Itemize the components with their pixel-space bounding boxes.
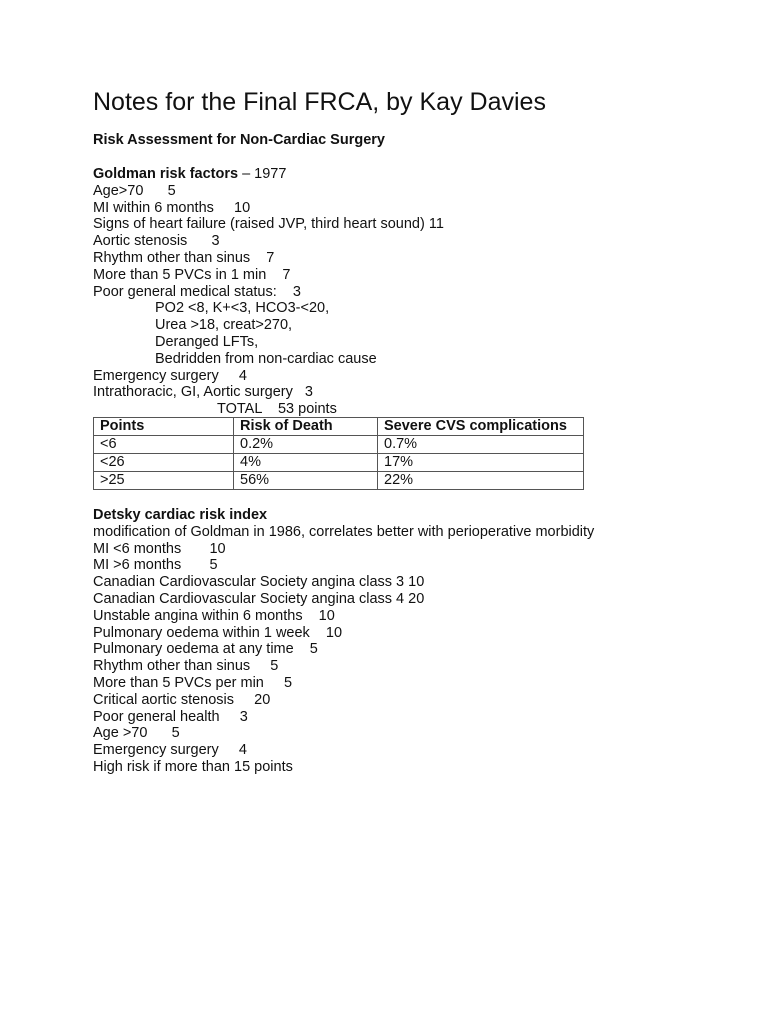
table-cell: 0.2%: [234, 436, 378, 454]
risk-table-header: Severe CVS complications: [378, 418, 584, 436]
list-item: More than 5 PVCs in 1 min 7: [93, 266, 291, 283]
list-item: Intrathoracic, GI, Aortic surgery 3: [93, 384, 313, 401]
list-item: Unstable angina within 6 months 10: [93, 607, 335, 624]
list-item: MI >6 months 5: [93, 557, 218, 574]
risk-table-header: Points: [94, 418, 234, 436]
list-item: Canadian Cardiovascular Society angina class 3 10: [93, 574, 425, 591]
goldman-section: [93, 166, 713, 418]
risk-table: [93, 417, 584, 490]
list-item: MI <6 months 10: [93, 540, 226, 557]
detsky-section: [93, 507, 713, 776]
list-item: PO2 <8, K+<3, HCO3-<20,: [155, 300, 330, 317]
detsky-heading: Detsky cardiac risk index: [93, 507, 268, 523]
list-item: modification of Goldman in 1986, correlates better with perioperative morbidity: [93, 523, 595, 540]
goldman-heading: [93, 166, 713, 183]
table-row: [94, 454, 584, 472]
list-item: Poor general medical status: 3: [93, 283, 301, 300]
risk-table-header: Risk of Death: [234, 418, 378, 436]
list-item: Poor general health 3: [93, 708, 248, 725]
list-item: Signs of heart failure (raised JVP, third heart sound) 11: [93, 216, 444, 233]
list-item: Critical aortic stenosis 20: [93, 691, 271, 708]
list-item: Bedridden from non-cardiac cause: [155, 350, 377, 367]
risk-table-header-row: [94, 418, 584, 436]
table-cell: 17%: [378, 454, 584, 472]
list-item: Aortic stenosis 3: [93, 233, 220, 250]
goldman-heading-year: – 1977: [238, 166, 287, 182]
detsky-factor-list: [93, 524, 713, 776]
list-item: Rhythm other than sinus 7: [93, 249, 275, 266]
list-item: Urea >18, creat>270,: [155, 317, 293, 334]
table-row: [94, 436, 584, 454]
list-item: Canadian Cardiovascular Society angina class 4 20: [93, 590, 425, 607]
list-item: Age>70 5: [93, 182, 176, 199]
table-cell: 56%: [234, 472, 378, 490]
goldman-heading-label: Goldman risk factors: [93, 166, 239, 182]
list-item: Rhythm other than sinus 5: [93, 658, 279, 675]
list-item: Emergency surgery 4: [93, 367, 247, 384]
goldman-factor-list: [93, 183, 713, 418]
table-cell: >25: [94, 472, 234, 490]
section-title: Risk Assessment for Non-Cardiac Surgery: [93, 132, 385, 148]
table-cell: 4%: [234, 454, 378, 472]
list-item: MI within 6 months 10: [93, 199, 251, 216]
table-cell: 0.7%: [378, 436, 584, 454]
list-item: Pulmonary oedema within 1 week 10: [93, 624, 343, 641]
table-row: [94, 472, 584, 490]
list-item: Deranged LFTs,: [155, 333, 259, 350]
table-cell: <6: [94, 436, 234, 454]
table-cell: <26: [94, 454, 234, 472]
list-item: Age >70 5: [93, 725, 180, 742]
list-item: TOTAL 53 points: [217, 401, 337, 418]
document-title: Notes for the Final FRCA, by Kay Davies: [93, 88, 546, 116]
list-item: Pulmonary oedema at any time 5: [93, 641, 318, 658]
table-cell: 22%: [378, 472, 584, 490]
list-item: High risk if more than 15 points: [93, 758, 293, 775]
list-item: More than 5 PVCs per min 5: [93, 674, 293, 691]
list-item: Emergency surgery 4: [93, 742, 247, 759]
